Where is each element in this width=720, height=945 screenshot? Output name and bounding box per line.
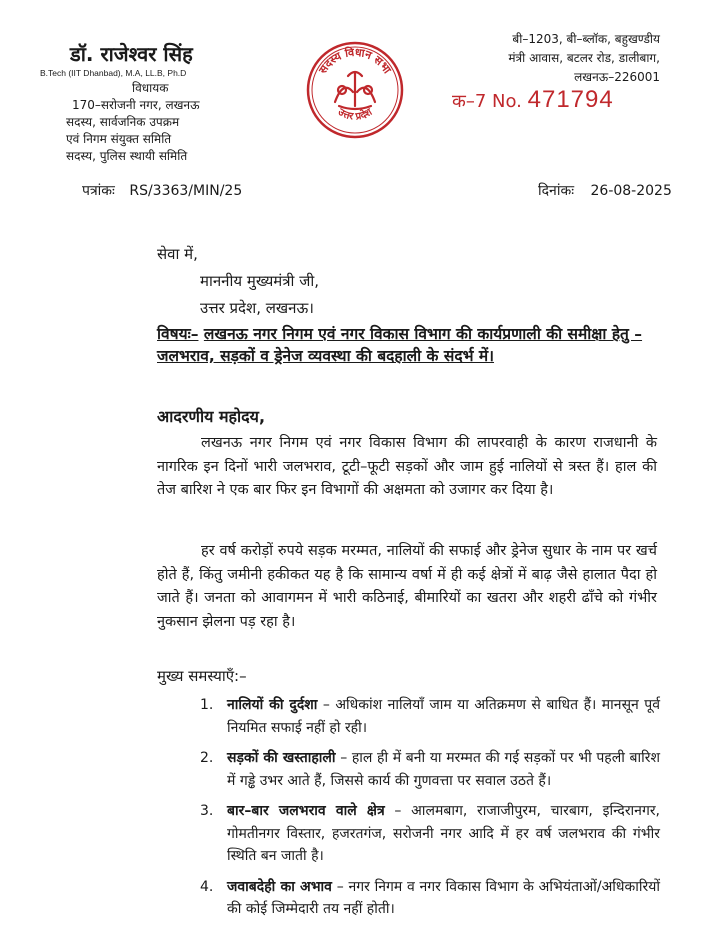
item-text: – हाल ही में बनी या मरम्मत की गई सड़कों पर भी पहली बारिश में गड्ढे उभर आते हैं, जिससे कार्य की गुणवत्ता पर सवाल उठते हैं। <box>227 750 661 789</box>
address-line: लखनऊ–226001 <box>574 70 660 84</box>
list-item <box>200 800 660 868</box>
assembly-seal-emblem <box>305 40 405 140</box>
recipient-line: माननीय मुख्यमंत्री जी, <box>200 272 319 290</box>
reference-label: पत्रांकः <box>82 183 115 199</box>
salutation: आदरणीय महोदय, <box>157 407 266 426</box>
designation-line: सदस्य, पुलिस स्थायी समिति <box>66 149 188 163</box>
designation-line: 170–सरोजनी नगर, लखनऊ <box>72 98 200 112</box>
item-text: – नगर निगम व नगर विकास विभाग के अभियंताओं/अधिकारियों की कोई जिम्मेदारी तय नहीं होती। <box>227 878 660 917</box>
sender-designations <box>66 80 200 165</box>
subject-text: लखनऊ नगर निगम एवं नगर विकास विभाग की कार्यप्रणाली की समीक्षा हेतु – जलभराव, सड़कों व ड्रेनेज व्यवस्था की बदहाली के संदर्भ में। <box>157 325 643 365</box>
list-item <box>200 694 660 739</box>
designation-line: सदस्य, सार्वजनिक उपक्रम <box>66 115 180 129</box>
designation-line: एवं निगम संयुक्त समिति <box>66 132 172 146</box>
body-paragraph: लखनऊ नगर निगम एवं नगर विकास विभाग की लापरवाही के कारण राजधानी के नागरिक इन दिनों भारी जलभराव, टूटी–फूटी सड़कों और जाम हुई नालियों से त्रस्त हैं। हाल की तेज बारिश ने एक बार फिर इन विभागों की अक्षमता को उजागर कर दिया है। <box>157 435 657 498</box>
item-number: 2. <box>200 750 214 766</box>
address-line: मंत्री आवास, बटलर रोड, डालीबाग, <box>508 51 660 65</box>
date-line <box>538 181 672 200</box>
item-number: 3. <box>200 803 214 819</box>
reference-line <box>82 181 242 200</box>
subject-label: विषयः– <box>157 325 199 343</box>
serial-number-stamp <box>452 86 614 114</box>
item-title: जवाबदेही का अभाव <box>227 878 332 895</box>
body-paragraph: हर वर्ष करोड़ों रुपये सड़क मरम्मत, नालियों की सफाई और ड्रेनेज सुधार के नाम पर खर्च होते हैं, किंतु जमीनी हकीकत यह है कि सामान्य वर्षा में ही कई क्षेत्रों में बाढ़ जैसे हालात पैदा हो जाते हैं। जनता को आवागमन में भारी कठिनाई, बीमारियों का खतरा और शहरी ढाँचे को गंभीर नुकसान झेलना पड़ रहा है। <box>157 543 657 630</box>
seal-top-text: सदस्य विधान सभा <box>316 45 394 76</box>
recipient-line: सेवा में, <box>157 245 198 263</box>
seal-bottom-text: उत्तर प्रदेश <box>335 106 375 123</box>
item-title: नालियों की दुर्दशा <box>227 697 318 713</box>
reference-number: RS/3363/MIN/25 <box>129 183 243 199</box>
subject-block <box>157 323 657 367</box>
item-number: 4. <box>200 878 214 895</box>
sender-name: डॉ. राजेश्वर सिंह <box>70 42 193 66</box>
recipient-line: उत्तर प्रदेश, लखनऊ। <box>200 299 314 317</box>
serial-prefix: क–7 No. <box>452 91 522 112</box>
item-text: – आलमबाग, राजाजीपुरम, चारबाग, इन्दिरानगर, गोमतीनगर विस्तार, हजरतगंज, सरोजनी नगर आदि में हर वर्ष जलभराव की गंभीर स्थिति बन जाती है। <box>227 803 661 864</box>
date-label: दिनांकः <box>538 183 575 199</box>
sender-degree: B.Tech (IIT Dhanbad), M.A, LL.B, Ph.D <box>40 68 187 78</box>
date-value: 26-08-2025 <box>590 183 672 199</box>
sender-address <box>480 30 660 87</box>
item-text: – अधिकांश नालियाँ जाम या अतिक्रमण से बाधित हैं। मानसून पूर्व नियमित सफाई नहीं हो रही। <box>227 697 661 736</box>
item-title: सड़कों की खस्ताहाली <box>227 750 336 766</box>
item-number: 1. <box>200 697 214 713</box>
address-line: बी–1203, बी–ब्लॉक, बहुखण्डीय <box>512 32 660 46</box>
list-item <box>200 876 660 921</box>
designation-line: विधायक <box>132 81 169 95</box>
problems-list <box>200 694 660 929</box>
problems-heading: मुख्य समस्याएँ:– <box>157 667 247 685</box>
list-item <box>200 747 660 792</box>
item-title: बार–बार जलभराव वाले क्षेत्र <box>227 803 385 819</box>
serial-number: 471794 <box>527 86 614 113</box>
